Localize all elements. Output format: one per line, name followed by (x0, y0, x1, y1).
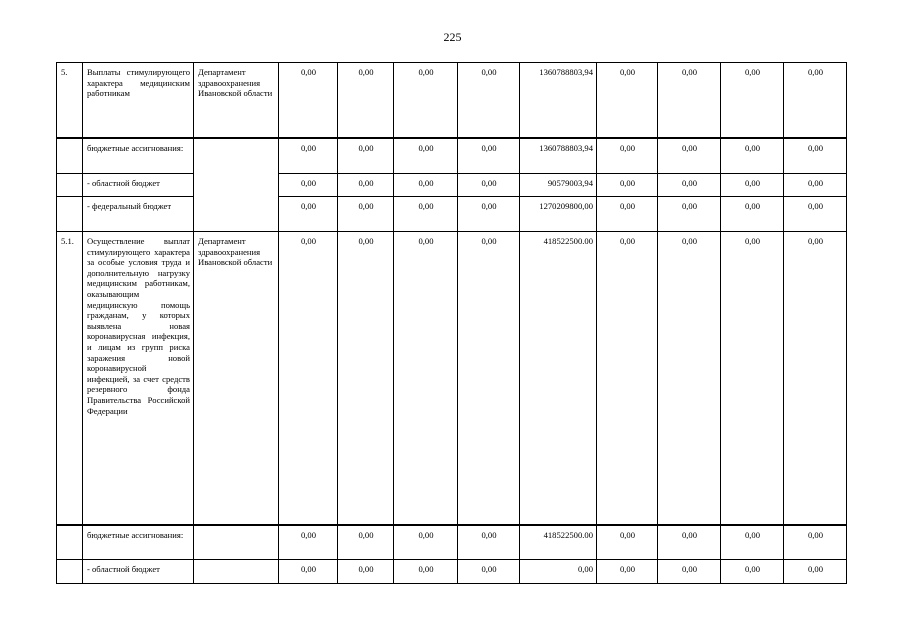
value-cell: 0,00 (784, 197, 847, 232)
value-cell: 0,00 (394, 232, 458, 525)
row-description: бюджетные ассигнования: (83, 138, 194, 174)
value-cell: 0,00 (394, 174, 458, 197)
value-cell: 0,00 (597, 232, 658, 525)
value-cell: 0,00 (658, 174, 721, 197)
value-cell: 0,00 (721, 560, 784, 584)
table-row (57, 232, 847, 525)
total-cell: 90579003,94 (520, 174, 597, 197)
value-cell: 0,00 (458, 63, 520, 138)
value-cell: 0,00 (721, 63, 784, 138)
value-cell: 0,00 (784, 174, 847, 197)
value-cell: 0,00 (279, 174, 338, 197)
value-cell: 0,00 (338, 63, 394, 138)
value-cell: 0,00 (458, 197, 520, 232)
value-cell: 0,00 (279, 560, 338, 584)
row-number (57, 138, 83, 174)
value-cell: 0,00 (338, 525, 394, 560)
value-cell: 0,00 (721, 174, 784, 197)
value-cell: 0,00 (597, 138, 658, 174)
table-row (57, 197, 847, 232)
value-cell: 0,00 (279, 63, 338, 138)
row-number (57, 525, 83, 560)
value-cell: 0,00 (784, 63, 847, 138)
value-cell: 0,00 (458, 174, 520, 197)
value-cell: 0,00 (338, 174, 394, 197)
value-cell: 0,00 (279, 138, 338, 174)
value-cell: 0,00 (721, 197, 784, 232)
value-cell: 0,00 (458, 138, 520, 174)
row-number: 5.1. (57, 232, 83, 525)
table-row (57, 138, 847, 174)
value-cell: 0,00 (458, 560, 520, 584)
row-description: - областной бюджет (83, 560, 194, 584)
value-cell: 0,00 (597, 560, 658, 584)
row-number (57, 174, 83, 197)
value-cell: 0,00 (394, 525, 458, 560)
value-cell: 0,00 (597, 174, 658, 197)
budget-table (56, 62, 847, 584)
value-cell: 0,00 (597, 197, 658, 232)
row-department (194, 138, 279, 232)
value-cell: 0,00 (658, 63, 721, 138)
value-cell: 0,00 (279, 197, 338, 232)
row-department: Департамент здравоохранения Ивановской области (194, 232, 279, 525)
table-row (57, 560, 847, 584)
value-cell: 0,00 (458, 525, 520, 560)
value-cell: 0,00 (784, 525, 847, 560)
value-cell: 0,00 (394, 63, 458, 138)
row-department: Департамент здравоохранения Ивановской области (194, 63, 279, 138)
value-cell: 0,00 (279, 232, 338, 525)
value-cell: 0,00 (658, 560, 721, 584)
row-department (194, 560, 279, 584)
value-cell: 0,00 (597, 63, 658, 138)
value-cell: 0,00 (721, 138, 784, 174)
value-cell: 0,00 (721, 525, 784, 560)
value-cell: 0,00 (721, 232, 784, 525)
value-cell: 0,00 (394, 138, 458, 174)
row-description: - федеральный бюджет (83, 197, 194, 232)
total-cell: 1360788803,94 (520, 63, 597, 138)
value-cell: 0,00 (597, 525, 658, 560)
row-description: Выплаты стимулирующего характера медицинским работникам (83, 63, 194, 138)
value-cell: 0,00 (394, 560, 458, 584)
row-description: бюджетные ассигнования: (83, 525, 194, 560)
total-cell: 1360788803,94 (520, 138, 597, 174)
row-department (194, 525, 279, 560)
row-description: Осуществление выплат стимулирующего характера за особые условия труда и дополнительную нагрузку медицинским работникам, оказывающим медицинскую помощь гражданам, у которых выявлена новая коронавирусная инфекция, и лицам из групп риска заражения новой коронавирусной инфекцией, за счет средств резервного фонда Правительства Российской Федерации (83, 232, 194, 525)
value-cell: 0,00 (394, 197, 458, 232)
value-cell: 0,00 (658, 525, 721, 560)
value-cell: 0,00 (279, 525, 338, 560)
value-cell: 0,00 (658, 197, 721, 232)
row-number: 5. (57, 63, 83, 138)
value-cell: 0,00 (784, 232, 847, 525)
row-number (57, 560, 83, 584)
value-cell: 0,00 (784, 560, 847, 584)
table-row (57, 174, 847, 197)
total-cell: 418522500.00 (520, 232, 597, 525)
value-cell: 0,00 (338, 138, 394, 174)
page-number: 225 (443, 30, 462, 44)
total-cell: 0,00 (520, 560, 597, 584)
value-cell: 0,00 (338, 560, 394, 584)
total-cell: 418522500.00 (520, 525, 597, 560)
row-number (57, 197, 83, 232)
value-cell: 0,00 (338, 232, 394, 525)
table-row (57, 63, 847, 138)
table-row (57, 525, 847, 560)
row-description: - областной бюджет (83, 174, 194, 197)
value-cell: 0,00 (784, 138, 847, 174)
value-cell: 0,00 (338, 197, 394, 232)
value-cell: 0,00 (658, 138, 721, 174)
total-cell: 1270209800,00 (520, 197, 597, 232)
value-cell: 0,00 (658, 232, 721, 525)
value-cell: 0,00 (458, 232, 520, 525)
